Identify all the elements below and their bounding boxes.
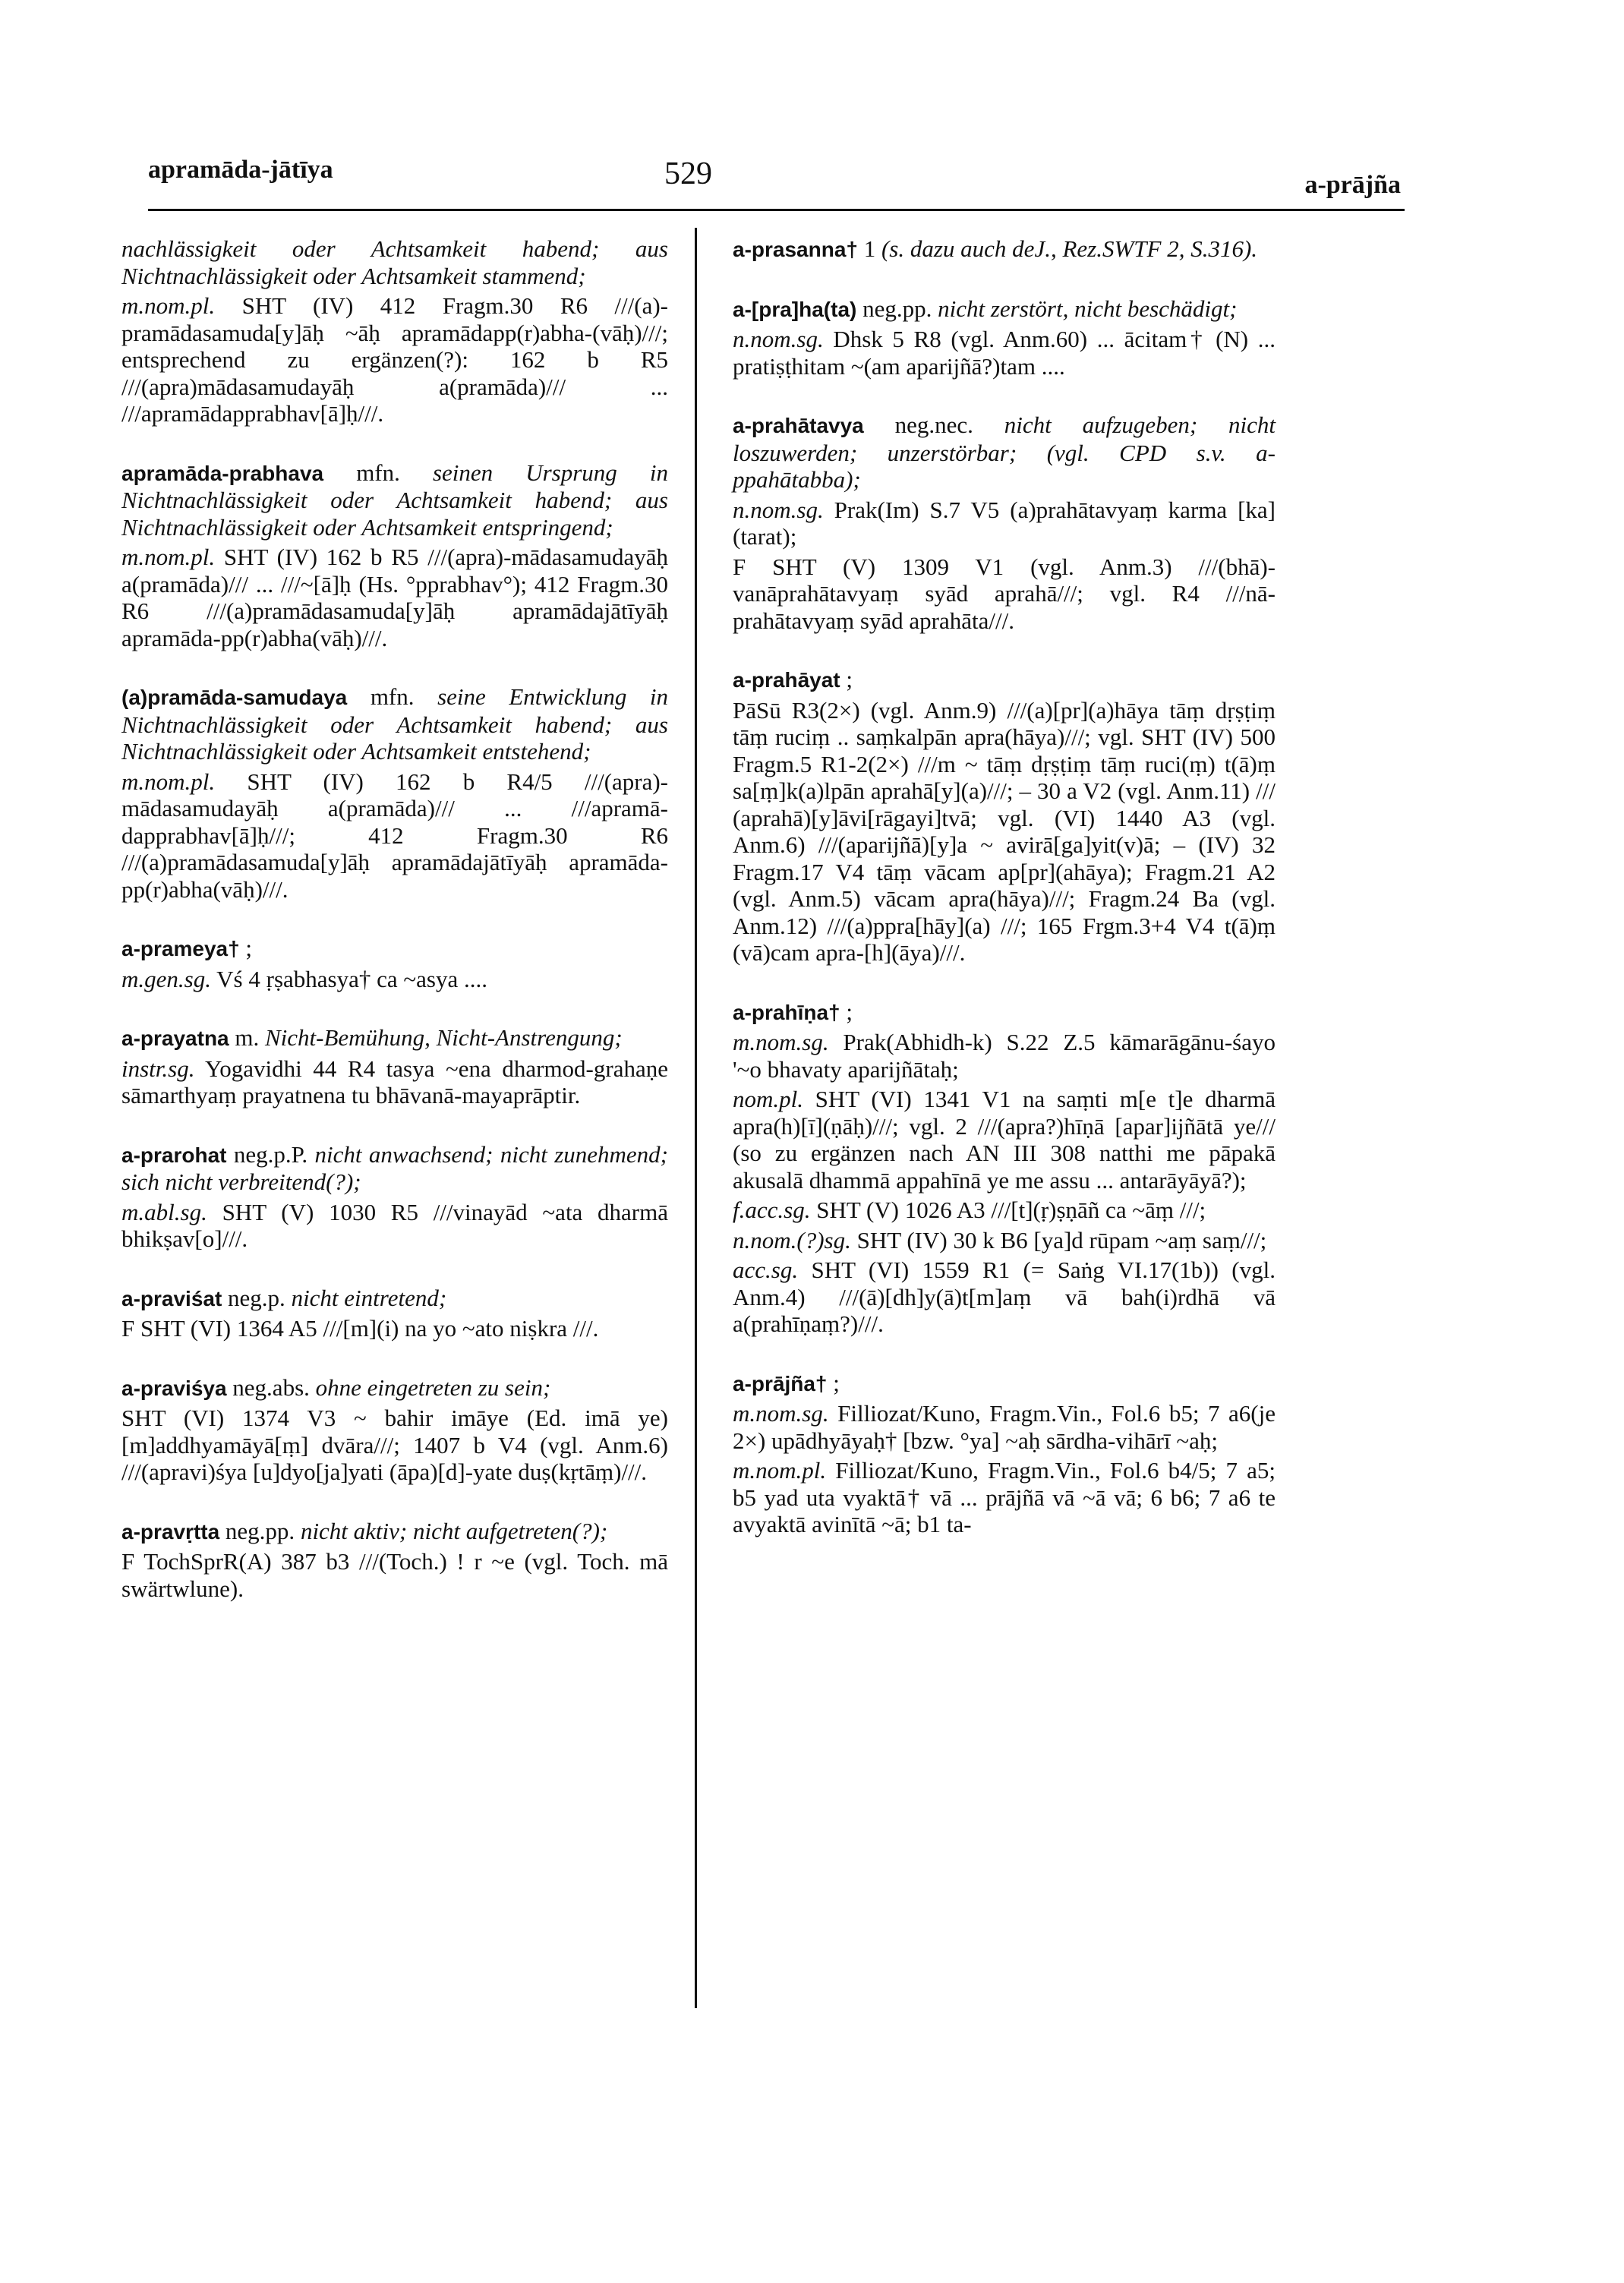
entry-grammar: mfn. — [370, 683, 415, 710]
entry-headword: a-prahāyat — [733, 668, 840, 692]
entry-grammar: neg.nec. — [894, 412, 973, 438]
entry-headword: a-pravṛtta — [121, 1519, 220, 1544]
entry-heading — [121, 935, 668, 963]
citation-line — [733, 697, 1276, 966]
entry-grammar: m. — [235, 1024, 260, 1051]
dictionary-entry — [121, 1285, 668, 1342]
citation-grammar: m.abl.sg. — [121, 1198, 207, 1225]
entry-headword: a-prahīṇa† — [733, 1000, 840, 1024]
entry-definition: nicht zerstört, nicht beschädigt; — [938, 295, 1238, 322]
citation-grammar: n.nom.sg. — [733, 326, 824, 352]
entry-heading — [121, 1141, 668, 1196]
entry-grammar: ; — [846, 998, 853, 1025]
entry-grammar: neg.p. — [228, 1284, 285, 1311]
citation-grammar: m.nom.pl. — [121, 544, 216, 570]
citation-line — [733, 1457, 1276, 1538]
citation-text: Filliozat/Kuno, Fragm.Vin., Fol.6 b5; 7 a6(je 2×) upādhyāyaḥ† [bzw. °ya] ~aḥ sārdha-vihārī ~aḥ; — [733, 1400, 1276, 1454]
entry-heading — [121, 683, 668, 765]
citation-grammar: instr.sg. — [121, 1055, 195, 1082]
dictionary-entry — [733, 235, 1276, 263]
entry-definition: seinen Ursprung in Nichtnachlässigkeit oder Achtsamkeit habend; aus Nichtnachlässigkeit oder Achtsamkeit entspringend; — [121, 459, 668, 541]
citation-text: SHT (VI) 1374 V3 ~ bahir imāye (Ed. imā ye) [m]addhyamāyā[ṃ] dvāra///; 1407 b V4 (vgl. Anm.6) ///(apravi)śya [u]dyo[ja]yati (āpa)[d]-yate duṣ(kṛtāṃ)///. — [121, 1405, 668, 1485]
entry-heading — [733, 295, 1276, 323]
entry-heading — [733, 1370, 1276, 1398]
entry-heading — [733, 412, 1276, 493]
entry-headword: a-prameya† — [121, 937, 240, 960]
dictionary-entry — [121, 1374, 668, 1486]
entry-heading — [121, 1374, 668, 1402]
dictionary-entry — [733, 666, 1276, 966]
entry-grammar: ; — [245, 935, 253, 961]
citation-grammar: m.gen.sg. — [121, 965, 211, 992]
citation-text: SHT (IV) 162 b R4/5 ///(apra)-mādasamudayāḥ a(pramāda)/// ... ///apramā-dapprabhav[ā]ḥ///; 412 Fragm.30 R6 ///(a)pramādasamuda[y]āḥ apramādajātīyāḥ apramāda-pp(r)abha(vāḥ)///. — [121, 768, 669, 903]
citation-grammar: nom.pl. — [733, 1086, 803, 1112]
citation-text: Prak(Im) S.7 V5 (a)prahātavyaṃ karma [ka](tarat); — [733, 496, 1276, 550]
citation-line — [121, 1405, 668, 1486]
dictionary-entry — [121, 1024, 668, 1109]
entry-headword: a-prayatna — [121, 1026, 229, 1050]
entry-definition: nicht anwachsend; nicht zunehmend; sich nicht verbreitend(?); — [121, 1140, 668, 1195]
citation-text: F SHT (V) 1309 V1 (vgl. Anm.3) ///(bhā)-vanāprahātavyaṃ syād aprahā///; vgl. R4 ///nā-prahātavyaṃ syād aprahāta///. — [733, 553, 1276, 634]
entry-definition: nicht aktiv; nicht aufgetreten(?); — [300, 1517, 608, 1544]
citation-text: SHT (IV) 412 Fragm.30 R6 ///(a)-pramādasamuda[y]āḥ ~āḥ apramādapp(r)abha-(vāḥ)///; entsprechend zu ergänzen(?): 162 b R5 ///(apra)mādasamudayāḥ a(pramāda)/// ... ///apramādapprabhav[ā]ḥ///. — [121, 292, 669, 427]
entry-headword: (a)pramāda-samudaya — [121, 686, 348, 709]
entry-heading — [121, 1024, 668, 1052]
entry-heading — [121, 235, 668, 289]
citation-line — [121, 292, 668, 427]
dictionary-entry — [121, 935, 668, 992]
entry-grammar: ; — [846, 666, 853, 692]
citation-text: F SHT (VI) 1364 A5 ///[m](i) na yo ~ato niṣkra ///. — [121, 1315, 599, 1342]
citation-line — [733, 1257, 1276, 1338]
citation-text: SHT (IV) 30 k B6 [ya]d rūpam ~aṃ saṃ///; — [856, 1226, 1267, 1253]
entry-grammar: neg.pp. — [862, 295, 932, 322]
citation-text: SHT (IV) 162 b R5 ///(apra)-mādasamudayāḥ a(pramāda)/// ... ///~[ā]ḥ (Hs. °pprabhav°); 412 Fragm.30 R6 ///(a)pramādasamuda[y]āḥ apramādajātīyāḥ apramāda-pp(r)abha(vāḥ)///. — [121, 544, 668, 651]
citation-grammar: m.nom.pl. — [121, 292, 216, 319]
citation-line — [121, 544, 668, 651]
citation-grammar: n.nom.sg. — [733, 496, 824, 523]
citation-line — [733, 326, 1276, 380]
dictionary-entry — [733, 295, 1276, 380]
entry-grammar: neg.p.P. — [233, 1140, 308, 1168]
citation-text: SHT (VI) 1559 R1 (= Saṅg VI.17(1b)) (vgl. Anm.4) ///(ā)[dh]y(ā)t[m]aṃ vā bah(i)rdhā vā a(prahīṇaṃ?)///. — [733, 1257, 1276, 1337]
dictionary-entry — [121, 1518, 668, 1603]
citation-text: SHT (VI) 1341 V1 na saṃti m[e t]e dharmā apra(h)[ī](ṇāḥ)///; vgl. 2 ///(apra?)hīṇā [apar]ijñātā ye/// (so zu ergänzen nach AN III 308 natthi me pāpakā akusalā dhammā appahīnā ye me assu ... antarāyāyā?); — [733, 1086, 1276, 1194]
dictionary-entry — [733, 998, 1276, 1338]
citation-grammar: f.acc.sg. — [733, 1197, 811, 1223]
citation-text: SHT (V) 1026 A3 ///[t](ṛ)ṣṇāñ ca ~āṃ ///; — [816, 1197, 1206, 1223]
entry-definition: ohne eingetreten zu sein; — [315, 1373, 551, 1401]
header-left-headword: apramāda-jātīya — [148, 156, 333, 184]
citation-line — [733, 1400, 1276, 1454]
entry-definition: Nicht-Bemühung, Nicht-Anstrengung; — [265, 1024, 623, 1051]
citation-line — [733, 1197, 1276, 1224]
citation-line — [121, 1055, 668, 1109]
entry-headword: a-prahātavya — [733, 414, 864, 437]
citation-text: Prak(Abhidh-k) S.22 Z.5 kāmarāgānu-śayo '~o bhavaty aparijñātaḥ; — [733, 1029, 1276, 1083]
right-column — [733, 235, 1276, 1570]
citation-line — [733, 553, 1276, 635]
citation-grammar: n.nom.(?)sg. — [733, 1226, 851, 1253]
entry-heading — [121, 459, 668, 541]
entry-heading — [733, 666, 1276, 694]
header-right-headword: a-prājña — [1304, 171, 1401, 199]
citation-text: Yogavidhi 44 R4 tasya ~ena dharmod-grahaṇe sāmarthyaṃ prayatnena tu bhāvanā-mayaprāptir. — [121, 1055, 668, 1108]
entry-headword: a-prājña† — [733, 1371, 828, 1395]
citation-line — [733, 1029, 1276, 1083]
entry-heading — [121, 1285, 668, 1313]
citation-text: Vś 4 ṛṣabhasya† ca ~asya .... — [216, 965, 487, 992]
running-header — [148, 156, 1401, 201]
entry-headword: a-[pra]ha(ta) — [733, 297, 857, 321]
citation-grammar: m.nom.pl. — [121, 768, 216, 795]
entry-grammar: 1 — [863, 235, 876, 262]
citation-line — [121, 966, 668, 993]
entry-headword: a-praviśat — [121, 1286, 222, 1310]
dictionary-entry — [121, 1141, 668, 1253]
citation-line — [121, 768, 668, 903]
entry-grammar: neg.abs. — [232, 1373, 310, 1401]
entry-heading — [733, 998, 1276, 1026]
entry-headword: apramāda-prabhava — [121, 461, 324, 485]
citation-line — [733, 1227, 1276, 1254]
dictionary-entry — [121, 683, 668, 903]
citation-text: SHT (V) 1030 R5 ///vinayād ~ata dharmā bhikṣav[o]///. — [121, 1198, 668, 1252]
citation-grammar: m.nom.pl. — [733, 1457, 827, 1484]
entry-heading — [121, 1518, 668, 1546]
citation-text: Filliozat/Kuno, Fragm.Vin., Fol.6 b4/5; 7 a5; b5 yad uta vyaktā† vā ... prājñā vā ~ā vā; 6 b6; 7 a6 te avyaktā avinītā ~ā; b1 ta- — [733, 1457, 1276, 1537]
dictionary-entry — [121, 235, 668, 427]
entry-grammar: ; — [833, 1369, 840, 1396]
citation-line — [733, 497, 1276, 550]
entry-headword: a-praviśya — [121, 1376, 227, 1400]
citation-line — [121, 1315, 668, 1342]
entry-definition: (s. dazu auch deJ., Rez.SWTF 2, S.316). — [881, 235, 1258, 262]
dictionary-entry — [121, 459, 668, 652]
citation-text: Dhsk 5 R8 (vgl. Anm.60) ... ācitam† (N) ... pratiṣṭhitam ~(am aparijñā?)tam .... — [733, 326, 1276, 380]
entry-definition: seine Entwicklung in Nichtnachlässigkeit oder Achtsamkeit habend; aus Nichtnachlässigkeit oder Achtsamkeit entstehend; — [121, 683, 669, 765]
entry-headword: a-prarohat — [121, 1143, 227, 1167]
citation-grammar: acc.sg. — [733, 1257, 799, 1283]
entry-heading — [733, 235, 1276, 263]
page-number: 529 — [664, 156, 712, 191]
dictionary-entry — [733, 412, 1276, 634]
header-rule — [148, 209, 1405, 211]
citation-text: F TochSprR(A) 387 b3 ///(Toch.) ! r ~e (vgl. Toch. mā swärtwlune). — [121, 1548, 668, 1602]
citation-line — [733, 1086, 1276, 1194]
column-divider — [695, 228, 697, 2008]
entry-definition: nicht eintretend; — [291, 1284, 447, 1311]
citation-line — [121, 1199, 668, 1253]
citation-grammar: m.nom.sg. — [733, 1029, 829, 1055]
entry-grammar: mfn. — [356, 459, 400, 486]
dictionary-entry — [733, 1370, 1276, 1538]
entry-grammar: neg.pp. — [225, 1517, 295, 1544]
citation-text: PāSū R3(2×) (vgl. Anm.9) ///(a)[pr](a)hāya tāṃ dṛṣṭiṃ tāṃ ruciṃ .. saṃkalpān apra(hāya)///; vgl. SHT (IV) 500 Fragm.5 R1-2(2×) ///m ~ tāṃ dṛṣṭiṃ tāṃ ruci(ṃ) t(ā)ṃ sa[ṃ]k(a)lpān aprahā[y](a)///; – 30 a V2 (vgl. Anm.11) /// (aprahā)[y]āvi[rāgayi]tvā; vgl. (VI) 1440 A3 (vgl. Anm.6) ///(aparijñā)[y]a ~ avirā[ga]yit(v)ā; – (IV) 32 Fragm.17 V4 tāṃ vācam ap[pr](ahāya); Fragm.21 A2 (vgl. Anm.5) vācam apra(hāya)///; Fragm.24 Ba (vgl. Anm.12) ///(a)ppra[hāy](a) ///; 165 Frgm.3+4 V4 t(ā)ṃ (vā)cam apra-[h](āya)///. — [733, 696, 1276, 966]
entry-definition: nicht aufzugeben; nicht loszuwerden; unzerstörbar; (vgl. CPD s.v. a-ppahātabba); — [733, 412, 1276, 493]
entry-definition: nachlässigkeit oder Achtsamkeit habend; aus Nichtnachlässigkeit oder Achtsamkeit stammend; — [121, 235, 668, 289]
entry-headword: a-prasanna† — [733, 238, 858, 261]
citation-line — [121, 1548, 668, 1602]
left-column — [121, 235, 668, 1634]
citation-grammar: m.nom.sg. — [733, 1400, 829, 1427]
